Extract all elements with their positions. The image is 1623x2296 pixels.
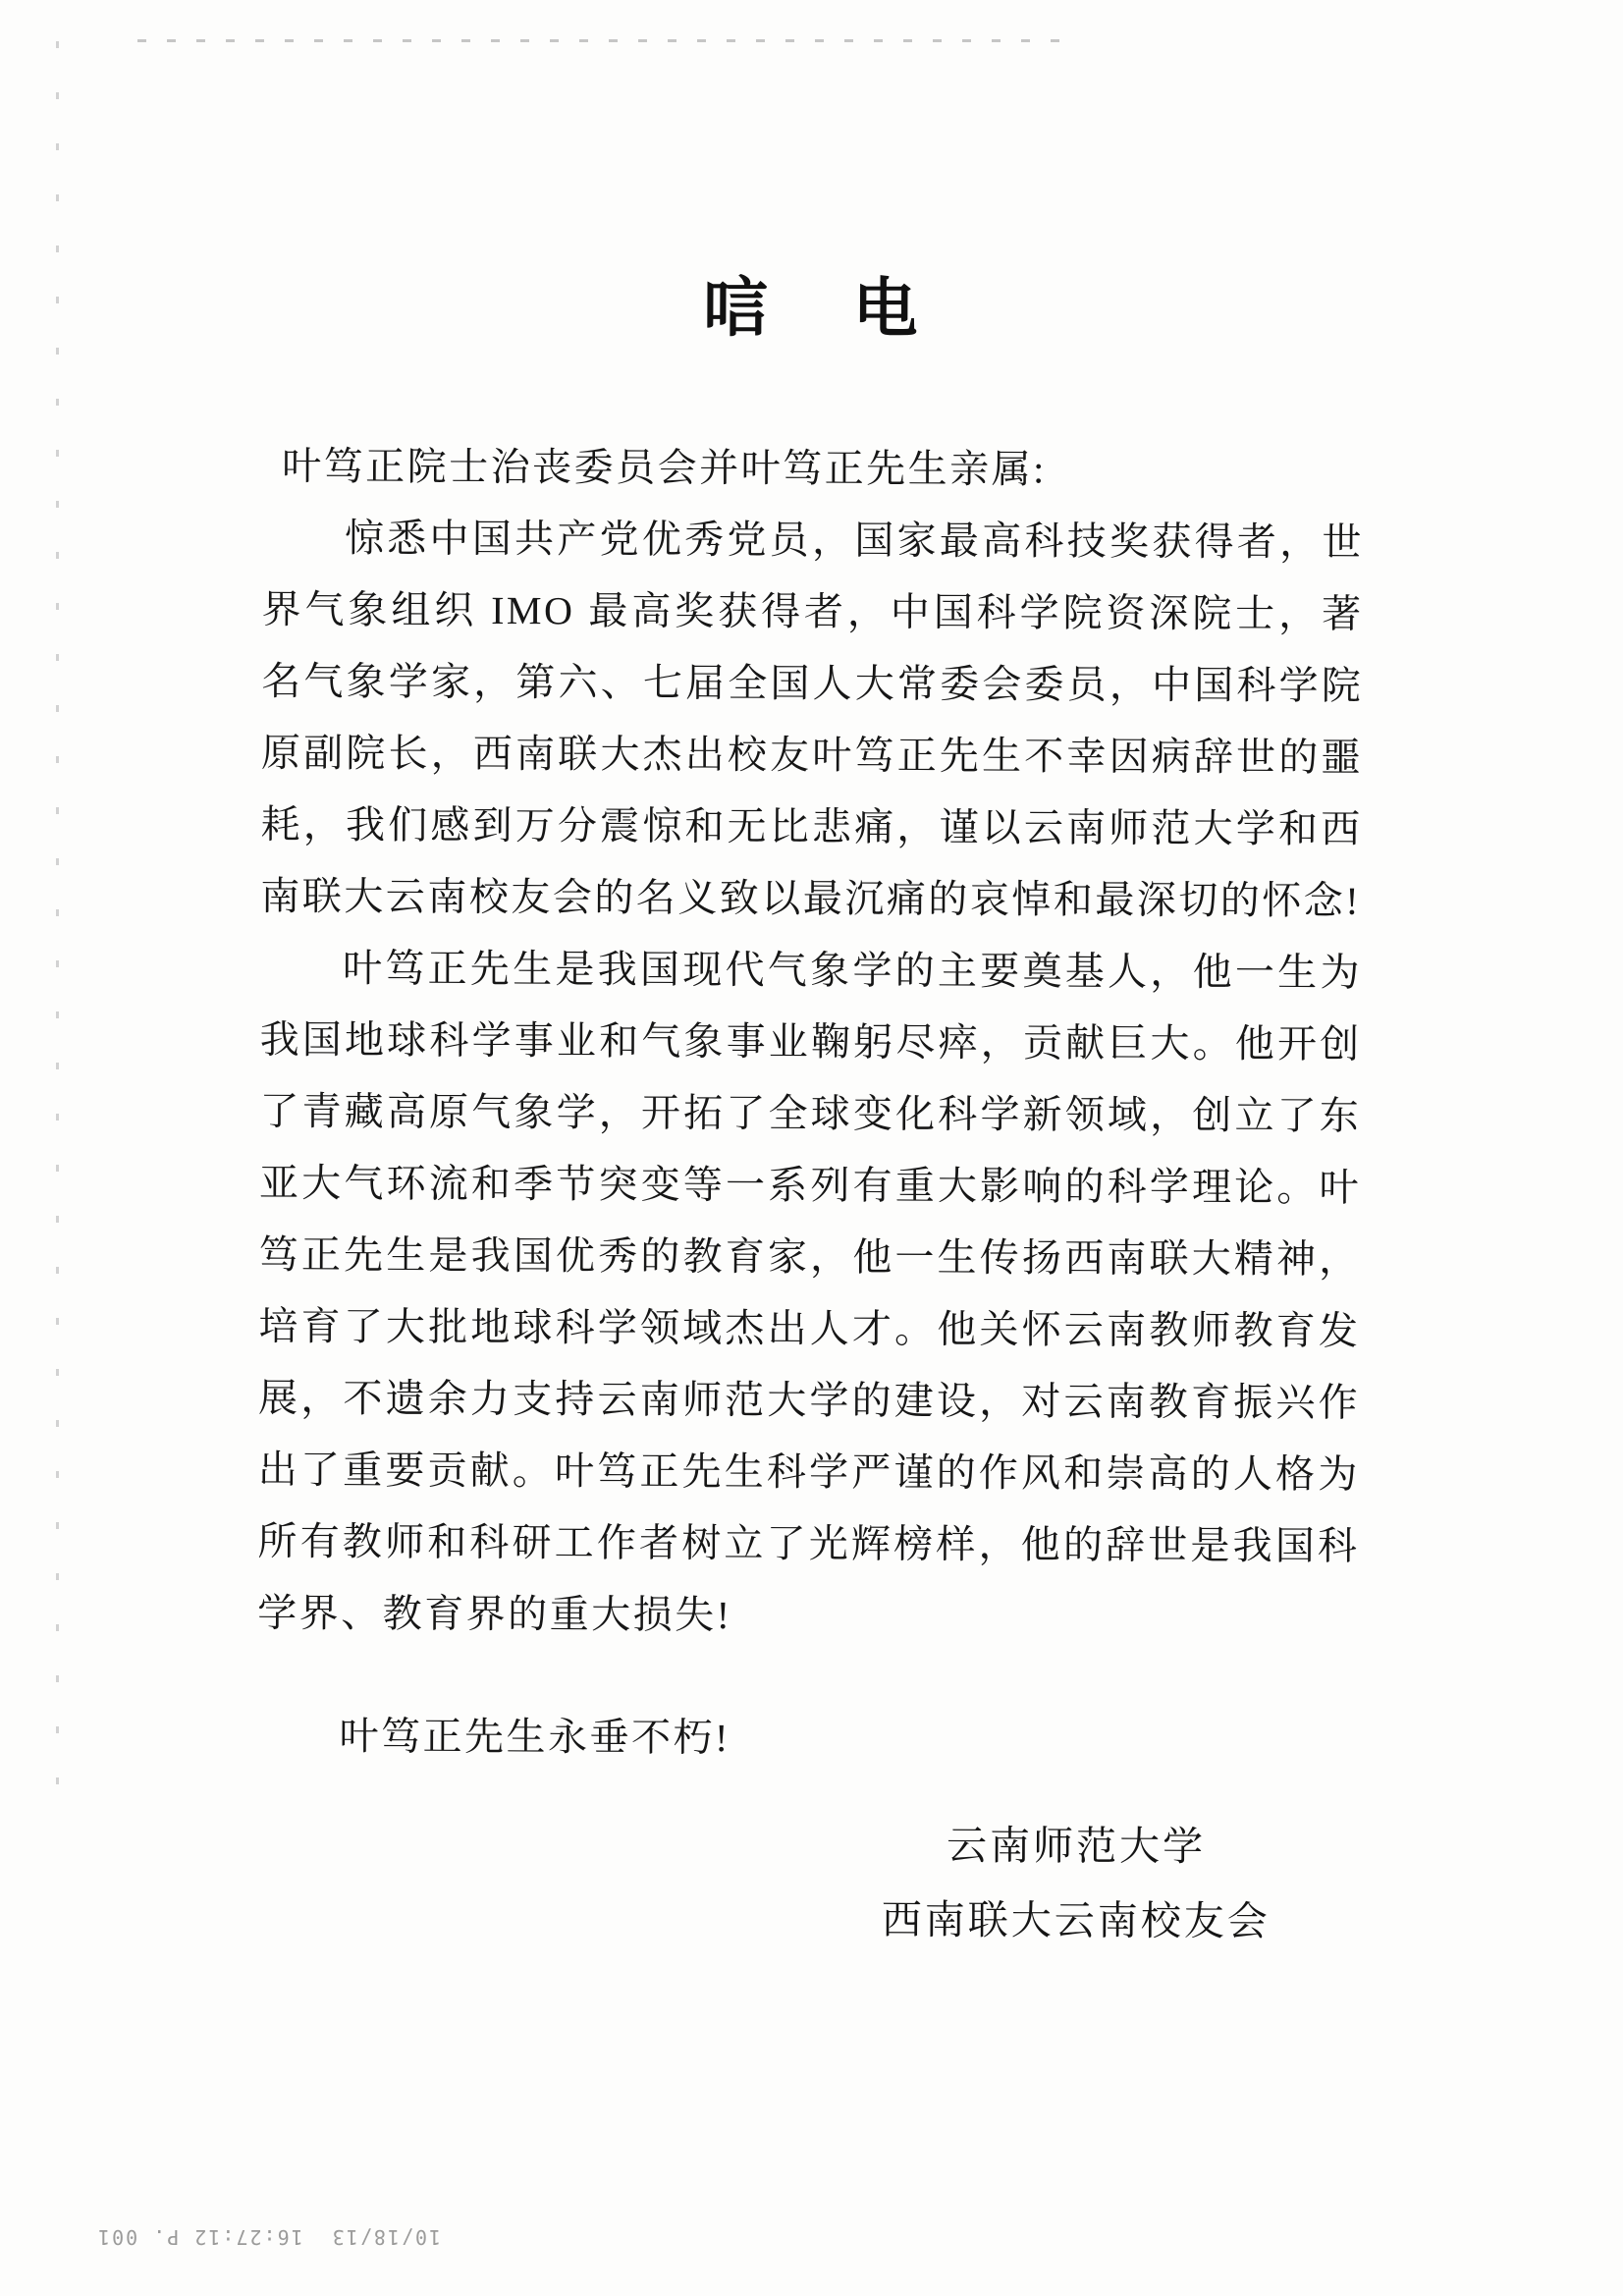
scan-artifact-top-dashes xyxy=(137,39,1070,42)
signature-alumni-association: 西南联大云南校友会 xyxy=(881,1896,1271,1944)
salutation-line: 叶笃正院士治丧委员会并叶笃正先生亲属: xyxy=(282,444,1047,492)
fax-timestamp-upside-down: 10/18/13 16:27:12 P. 001 xyxy=(96,2225,442,2249)
signature-block xyxy=(882,1808,1271,1959)
document-content xyxy=(1,0,1623,1944)
body-paragraph-2: 叶笃正先生是我国现代气象学的主要奠基人，他一生为我国地球科学事业和气象事业鞠躬尽瘁，贡献巨大。他开创了青藏高原气象学，开拓了全球变化科学新领域，创立了东亚大气环流和季节突变等一系列有重大影响的科学理论。叶笃正先生是我国优秀的教育家，他一生传扬西南联大精神，培育了大批地球科学领域杰出人才。他关怀云南教师教育发展，不遗余力支持云南师范大学的建设，对云南教育振兴作出了重要贡献。叶笃正先生科学严谨的作风和崇高的人格为所有教师和科研工作者树立了光辉榜样，他的辞世是我国科学界、教育界的重大损失! xyxy=(257,946,1363,1638)
letter-body xyxy=(256,430,1364,1777)
document-title: 唁 电 xyxy=(703,270,920,345)
body-paragraph-1: 惊悉中国共产党优秀党员，国家最高科技奖获得者，世界气象组织 IMO 最高奖获得者，中国科学院资深院士，著名气象学家，第六、七届全国人大常委会委员，中国科学院原副院长，西南联大杰出校友叶笃正先生不幸因病辞世的噩耗，我们感到万分震惊和无比悲痛，谨以云南师范大学和西南联大云南校友会的名义致以最沉痛的哀悼和最深切的怀念! xyxy=(260,516,1365,923)
signature-university: 云南师范大学 xyxy=(947,1823,1207,1870)
body-paragraph-3-closing: 叶笃正先生永垂不朽! xyxy=(339,1714,731,1761)
